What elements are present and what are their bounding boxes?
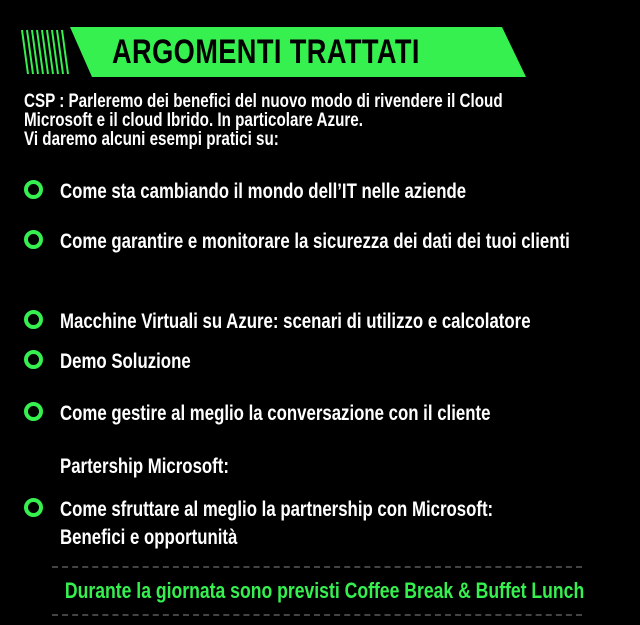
bullet-circle-icon [24,230,43,249]
topic-text: Macchine Virtuali su Azure: scenari di utilizzo e calcolatore [60,310,531,333]
footer-text: Durante la giornata sono previsti Coffee Break & Buffet Lunch [64,578,585,603]
bullet-circle-icon [24,402,43,421]
footer-note [0,576,640,606]
topic-text: Demo Soluzione [60,350,191,373]
divider [52,614,582,616]
bullet-circle-icon [24,180,43,199]
partnership-text: Come sfruttare al meglio la partnership con Microsoft: Benefici e opportunità [60,498,494,549]
divider [52,566,582,568]
topic-text: Come gestire al meglio la conversazione con il cliente [60,402,491,425]
intro-paragraph [24,92,616,149]
bullet-circle-icon [24,498,43,517]
page-title: ARGOMENTI TRATTATI [112,33,420,71]
intro-line-3: Vi daremo alcuni esempi pratici su: [24,129,279,150]
bullet-circle-icon [24,350,43,369]
topic-text: Come garantire e monitorare la sicurezza dei dati dei tuoi clienti [60,230,570,253]
intro-line-1: CSP : Parleremo dei benefici del nuovo modo di rivendere il Cloud [24,91,503,112]
intro-line-2: Microsoft e il cloud Ibrido. In particolare Azure. [24,110,363,131]
green-stripes-icon [20,28,72,76]
topic-text: Come sta cambiando il mondo dell’IT nelle aziende [60,180,467,203]
partnership-label: Partership Microsoft: [60,455,229,478]
bullet-circle-icon [24,310,43,329]
